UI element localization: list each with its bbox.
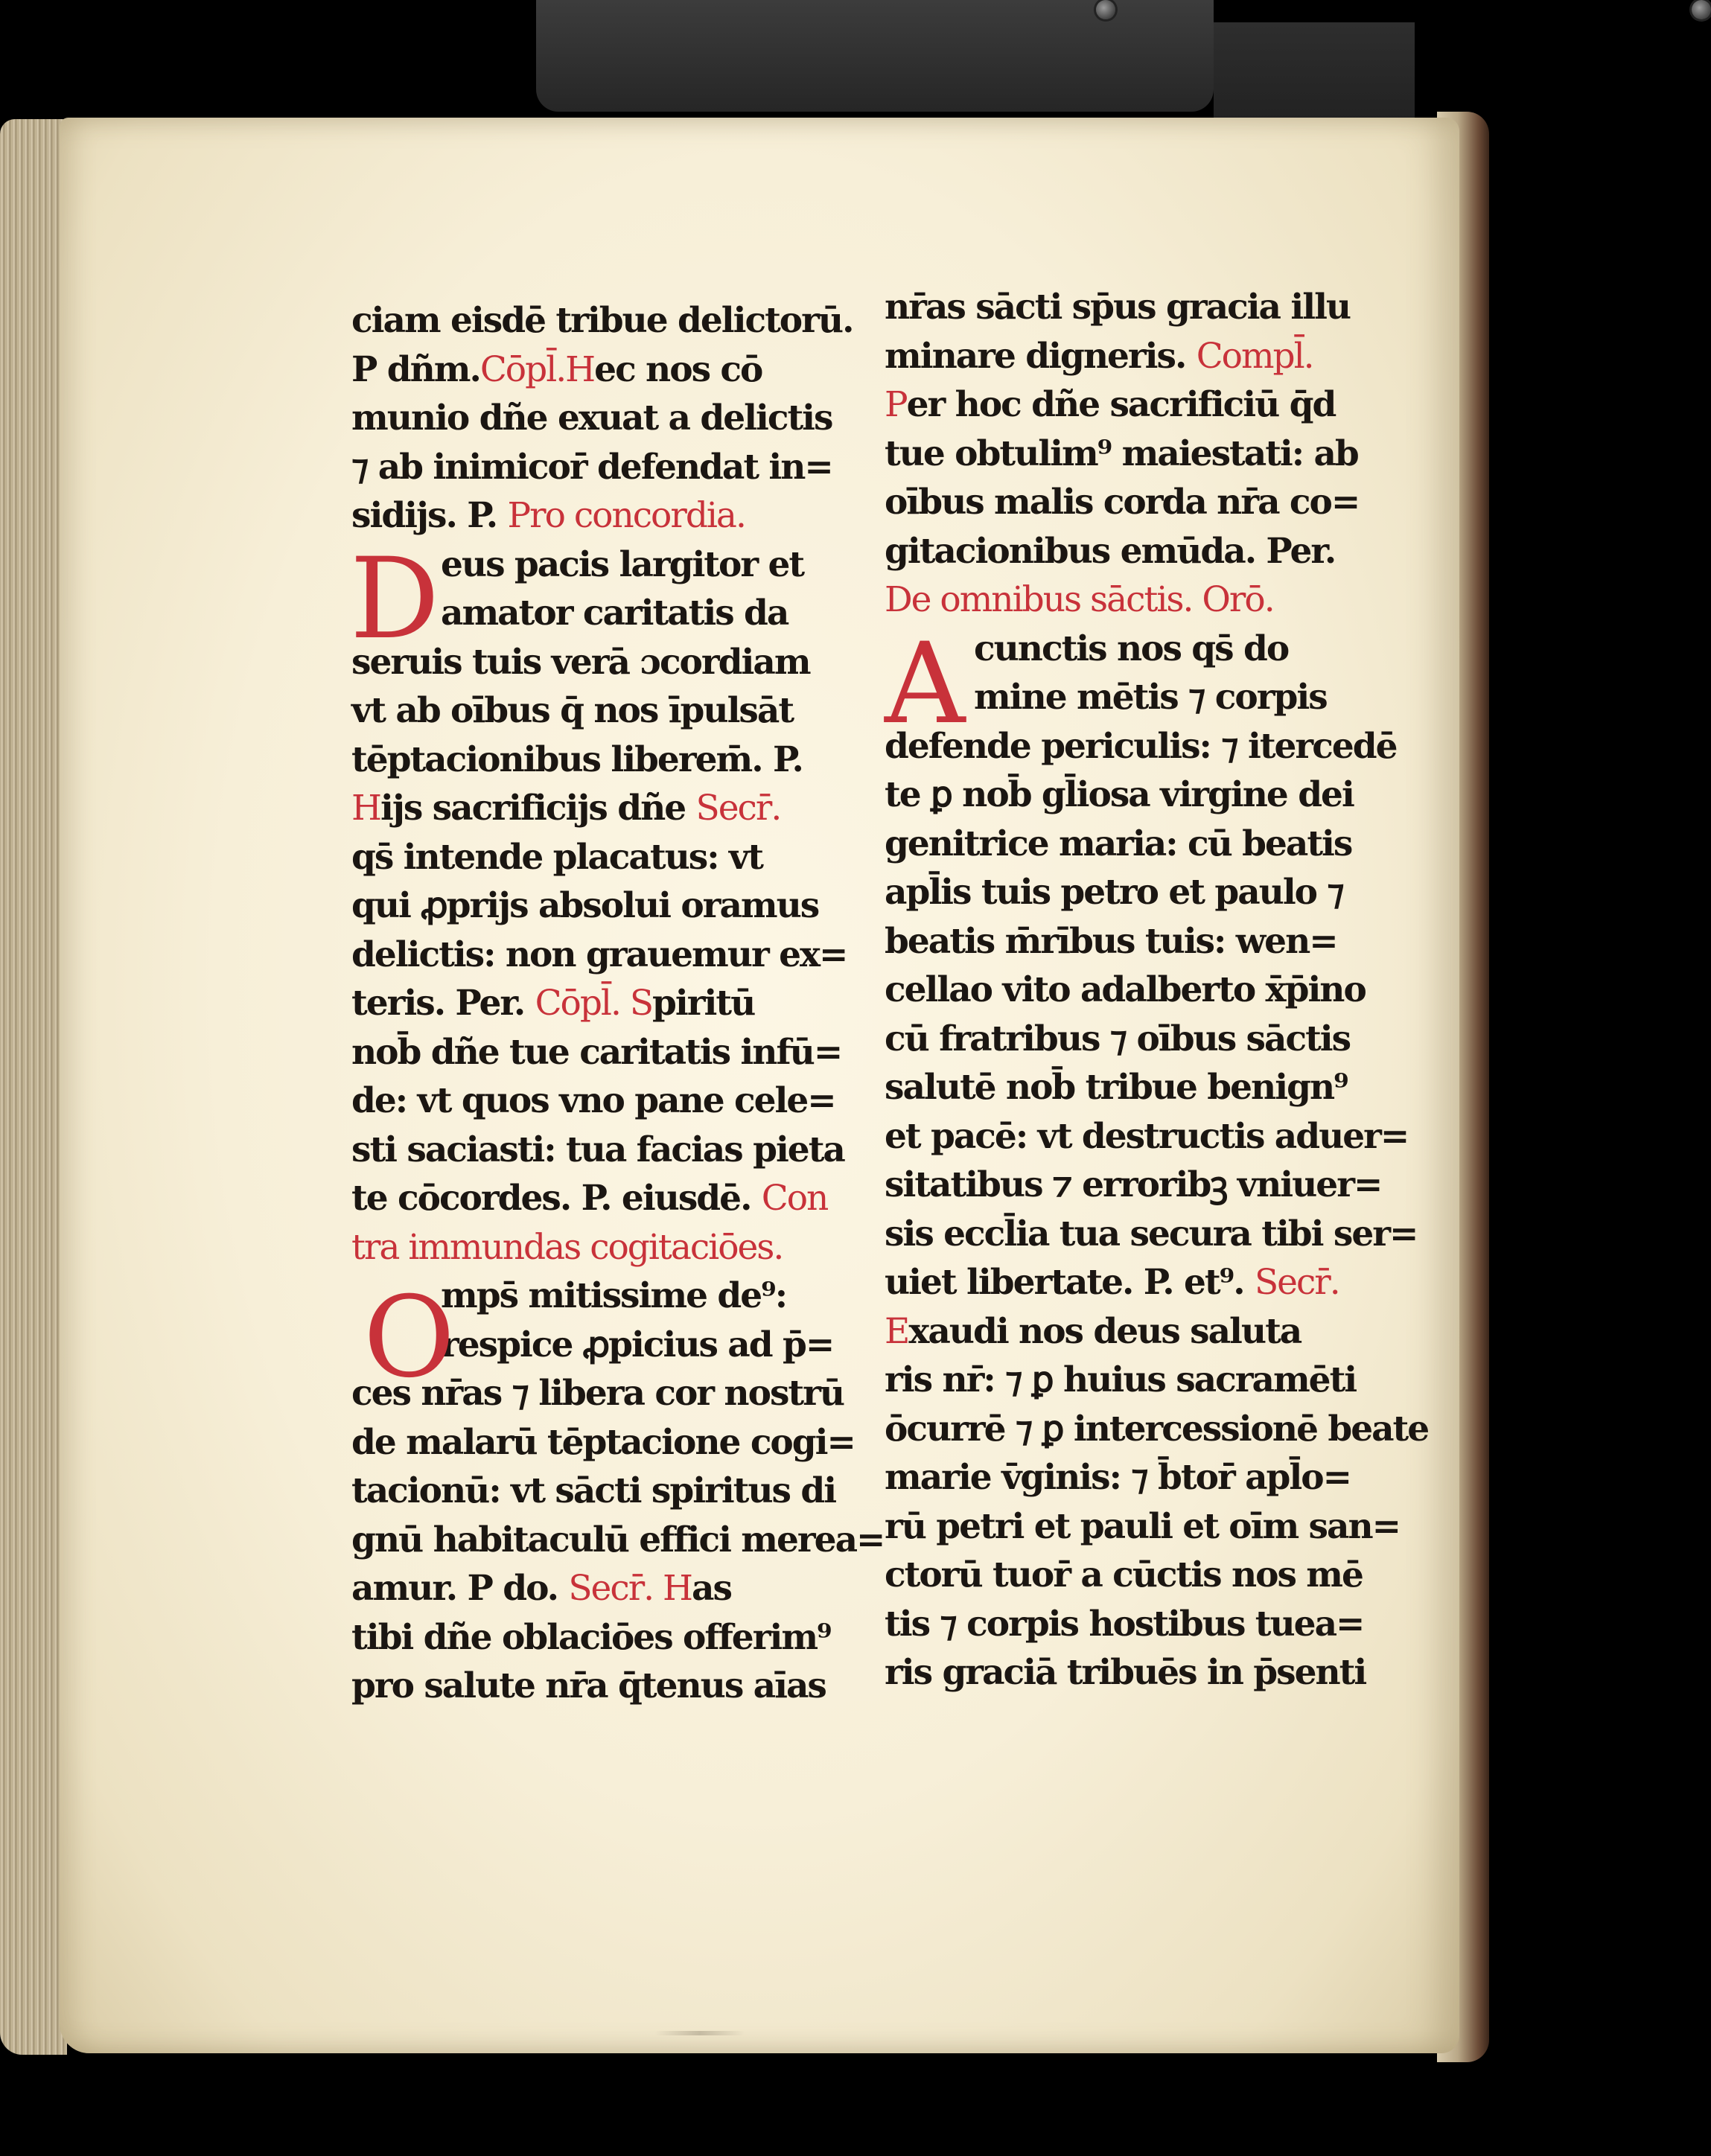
- body-text: vt ab oībus q̄ nos īpulsāt: [351, 690, 794, 731]
- text-line: [351, 1564, 828, 1613]
- body-text: er hoc dñe sacrificiū q̄d: [906, 384, 1336, 425]
- text-line: [351, 931, 847, 980]
- body-text: ciam eisdē tribue delictorū.: [351, 300, 853, 341]
- rubric-text: Cōpl̄.: [535, 983, 620, 1024]
- rubric-text: E: [885, 1310, 909, 1352]
- rubric-text: Compl̄.: [1196, 335, 1313, 377]
- text-line: [885, 1112, 1409, 1161]
- body-text: seruis tuis verā ɔcordiam: [351, 641, 810, 683]
- text-line: [885, 1600, 1376, 1649]
- screw-icon: [1096, 0, 1115, 19]
- body-text: salutē nob̄ tribue benign⁹: [885, 1067, 1348, 1108]
- body-text: cellao vito adalberto x̄p̄ino: [885, 969, 1366, 1010]
- body-text: amur. P do.: [351, 1568, 569, 1609]
- rubric-text: Cōpl̄.: [479, 348, 566, 390]
- body-text: beatis m̄rībus tuis: wen=: [885, 920, 1337, 962]
- body-text: teris. Per.: [351, 983, 535, 1024]
- text-line: [351, 1126, 844, 1175]
- text-line: [351, 979, 828, 1028]
- body-text: ris graciā tribuēs in p̄senti: [885, 1652, 1366, 1693]
- text-line: [885, 1258, 1376, 1307]
- text-line: [885, 1015, 1376, 1064]
- red-initial-a: A: [885, 619, 966, 749]
- body-text: oībus malis corda nr̄a co=: [885, 482, 1360, 523]
- rubric-text: P: [885, 384, 907, 425]
- rubric-text: S: [619, 983, 653, 1024]
- body-text: sidijs. P.: [351, 495, 508, 536]
- body-text: rū petri et pauli et oīm san=: [885, 1505, 1401, 1547]
- text-line: [885, 868, 1376, 917]
- text-line: [885, 771, 1376, 820]
- rubric-text: tra immundas cogitaciōes.: [351, 1226, 783, 1268]
- text-line: [351, 1613, 831, 1662]
- text-line: [351, 394, 832, 443]
- text-line: [351, 1028, 842, 1077]
- body-text: eus pacis largitor et: [441, 543, 804, 585]
- text-line: [885, 1551, 1376, 1600]
- text-line: [351, 1516, 885, 1565]
- page-foot-mark: [655, 2031, 745, 2035]
- rubric-text: Secr̄.: [568, 1568, 654, 1609]
- text-line: [351, 1467, 836, 1516]
- body-text: genitrice maria: cū beatis: [885, 823, 1352, 864]
- body-text: minare digneris.: [885, 335, 1197, 377]
- text-line: [885, 1356, 1376, 1405]
- text-line: [351, 1223, 828, 1272]
- body-text: respice ꝓpicius ad p̄=: [441, 1324, 834, 1365]
- body-text: apl̄is tuis petro et paulo ⁊: [885, 872, 1343, 913]
- text-line: [885, 1210, 1418, 1259]
- text-line: [885, 917, 1376, 966]
- clamp-plate: [536, 0, 1214, 112]
- text-line: [885, 1648, 1376, 1697]
- text-line: [351, 491, 828, 540]
- body-text: tibi dñe oblaciōes offerim⁹: [351, 1616, 831, 1658]
- text-line: [351, 1174, 828, 1223]
- body-text: tacionū: vt sācti spiritus di: [351, 1470, 836, 1511]
- body-text: gitacionibus emūda. Per.: [885, 530, 1336, 572]
- body-text: sitatibus ⁊ erroribꝫ vniuer=: [885, 1164, 1382, 1205]
- text-line: [351, 1077, 835, 1126]
- body-text: tue obtulim⁹ maiestati: ab: [885, 433, 1358, 474]
- rubric-text: Pro concordia.: [507, 495, 745, 536]
- text-line: [885, 478, 1376, 527]
- rubric-text: H: [653, 1568, 692, 1609]
- body-text: mine mētis ⁊ corpis: [974, 677, 1327, 718]
- body-text: cunctis nos qs̄ do: [974, 628, 1289, 669]
- text-line: [885, 1453, 1376, 1502]
- text-line: [885, 380, 1376, 430]
- body-text: mps̄ mitissime de⁹:: [441, 1275, 787, 1316]
- screw-icon: [1692, 0, 1711, 19]
- text-line: [885, 820, 1376, 869]
- body-text: tēptacionibus liberem̄. P.: [351, 739, 803, 780]
- body-text: ōcurrē ⁊ ꝑ intercessionē beate: [885, 1408, 1429, 1449]
- book-fore-edge-left: [0, 119, 67, 2055]
- body-text: gnū habitaculū effici merea=: [351, 1519, 885, 1560]
- body-text: ces nr̄as ⁊ libera cor nostrū: [351, 1373, 844, 1414]
- body-text: cū fratribus ⁊ oībus sāctis: [885, 1018, 1351, 1059]
- body-text: tis ⁊ corpis hostibus tuea=: [885, 1603, 1364, 1645]
- body-text: te cōcordes. P. eiusdē.: [351, 1178, 762, 1219]
- body-text: qui ꝓprijs absolui oramus: [351, 885, 819, 926]
- text-line: [351, 1662, 828, 1711]
- text-line: [885, 332, 1376, 381]
- rubric-text: De omnibus sāctis. Orō.: [885, 579, 1274, 620]
- body-text: piritū: [652, 983, 755, 1024]
- red-initial-d: D: [350, 535, 440, 664]
- body-text: xaudi nos deus saluta: [908, 1310, 1301, 1352]
- body-text: ⁊ ab inimicor̄ defendat in=: [351, 446, 832, 488]
- text-line: [885, 527, 1376, 576]
- text-line: [885, 1307, 1376, 1356]
- text-line: [885, 1405, 1429, 1454]
- rubric-text: Secr̄.: [695, 788, 781, 829]
- text-line: [885, 1063, 1376, 1112]
- red-initial-o: O: [363, 1273, 455, 1403]
- rubric-text: Con: [761, 1178, 828, 1219]
- text-line: [351, 443, 832, 492]
- body-text: as: [692, 1568, 731, 1609]
- text-column-left: [351, 296, 885, 1711]
- body-text: nob̄ dñe tue caritatis infū=: [351, 1031, 842, 1073]
- body-text: de: vt quos vno pane cele=: [351, 1080, 835, 1121]
- body-text: de malarū tēptacione cogi=: [351, 1421, 855, 1463]
- body-text: P dñm.: [351, 348, 480, 390]
- text-line: [885, 575, 1376, 625]
- body-text: delictis: non grauemur ex=: [351, 934, 847, 975]
- body-text: sti saciasti: tua facias pieta: [351, 1129, 844, 1170]
- text-line: [351, 833, 828, 882]
- text-line: [885, 1161, 1382, 1210]
- text-line: [885, 1502, 1401, 1551]
- body-text: amator caritatis da: [441, 593, 788, 634]
- body-text: ris nr̄: ⁊ ꝑ huius sacramēti: [885, 1359, 1357, 1400]
- rubric-text: H: [351, 788, 380, 829]
- text-line: [351, 881, 828, 931]
- body-text: ctorū tuor̄ a cūctis nos mē: [885, 1554, 1363, 1595]
- text-line: [351, 686, 828, 736]
- text-line: [885, 283, 1376, 332]
- text-line: [885, 966, 1376, 1015]
- body-text: ijs sacrificijs dñe: [380, 788, 696, 829]
- body-text: munio dñe exuat a delictis: [351, 398, 832, 438]
- text-line: [351, 1418, 855, 1467]
- body-text: te ꝑ nob̄ gl̄iosa virgine dei: [885, 774, 1354, 815]
- body-text: qs̄ intende placatus: vt: [351, 836, 762, 878]
- body-text: nr̄as sācti sp̄us gracia illu: [885, 287, 1351, 328]
- text-line: [885, 430, 1376, 479]
- rubric-text: Secr̄.: [1254, 1262, 1339, 1303]
- text-line: [351, 736, 828, 785]
- text-line: [351, 784, 828, 833]
- rubric-text: H: [565, 348, 595, 390]
- text-line: [351, 296, 853, 345]
- body-text: sis eccl̄ia tua secura tibi ser=: [885, 1213, 1418, 1254]
- text-line: [351, 345, 828, 395]
- body-text: defende periculis: ⁊ itercedē: [885, 725, 1397, 767]
- body-text: uiet libertate. P. et⁹.: [885, 1262, 1255, 1303]
- body-text: marie v̄ginis: ⁊ b̄tor̄ apl̄o=: [885, 1457, 1351, 1498]
- body-text: ec nos cō: [594, 348, 762, 390]
- body-text: et pacē: vt destructis aduer=: [885, 1115, 1409, 1157]
- text-column-right: [885, 283, 1429, 1697]
- body-text: pro salute nr̄a q̄tenus aīas: [351, 1665, 826, 1706]
